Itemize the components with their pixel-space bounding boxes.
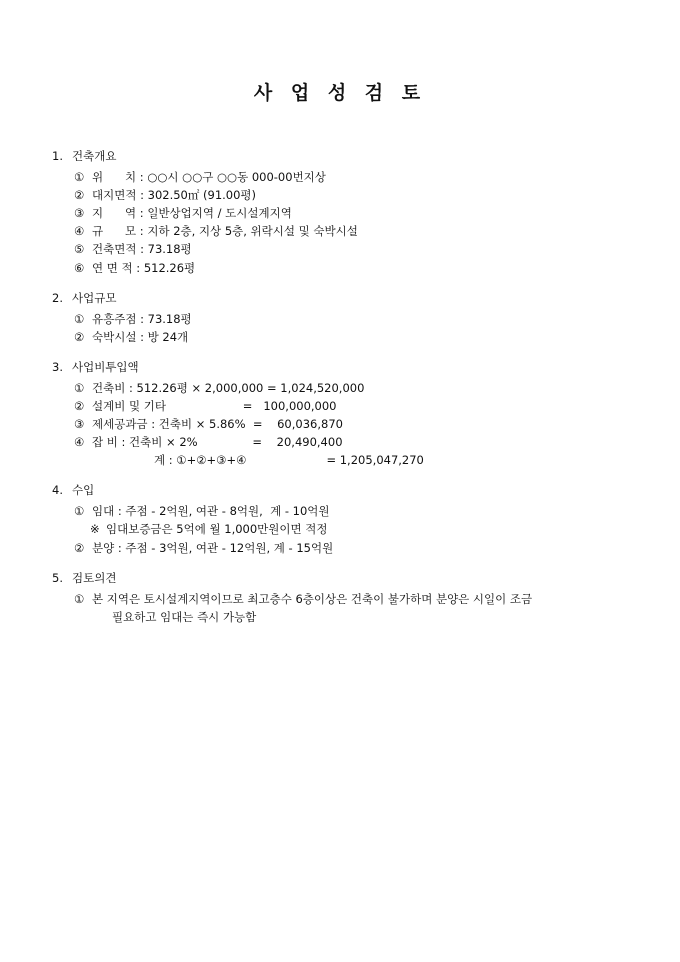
item-marker: ④ <box>74 435 85 450</box>
item-text: 위 치 : ○○시 ○○구 ○○동 000-00번지상 <box>92 169 326 184</box>
note-marker: ※ <box>90 522 100 537</box>
section-business-scale <box>52 290 642 346</box>
list-item <box>74 310 642 328</box>
list-item <box>74 415 642 433</box>
list-item <box>74 168 642 186</box>
total-row <box>74 451 642 469</box>
item-text: 지 역 : 일반상업지역 / 도시설계지역 <box>92 206 292 221</box>
list-item <box>74 397 642 415</box>
item-text: 제세공과금 : 건축비 × 5.86% = 60,036,870 <box>92 417 343 431</box>
item-marker: ③ <box>74 417 85 431</box>
document-body <box>52 148 642 640</box>
list-item <box>74 222 642 240</box>
item-text: 건축면적 : 73.18평 <box>92 242 192 257</box>
item-marker: ① <box>74 380 85 395</box>
total-value: = 1,205,047,270 <box>326 453 424 468</box>
section-revenue <box>52 482 642 556</box>
section-number: 4. <box>52 483 63 498</box>
section-number: 2. <box>52 290 63 305</box>
item-text: 설계비 및 기타 = 100,000,000 <box>92 398 337 413</box>
list-item <box>74 433 642 451</box>
section-title: 수입 <box>72 483 95 498</box>
item-marker: ⑥ <box>74 260 85 275</box>
section-title: 사업비투입액 <box>72 359 139 374</box>
list-item <box>74 328 642 346</box>
section-heading <box>52 290 642 308</box>
note-text: 임대보증금은 5억에 월 1,000만원이면 적정 <box>106 522 328 537</box>
item-text: 규 모 : 지하 2층, 지상 5층, 위락시설 및 숙박시설 <box>92 224 358 239</box>
list-item <box>74 204 642 222</box>
item-text: 유흥주점 : 73.18평 <box>92 311 192 326</box>
item-marker: ① <box>74 169 85 184</box>
section-heading <box>52 359 642 377</box>
item-marker: ③ <box>74 206 85 221</box>
item-text: 연 면 적 : 512.26평 <box>92 260 196 275</box>
item-marker: ② <box>74 398 85 413</box>
item-marker: ② <box>74 187 85 202</box>
list-item <box>74 590 642 609</box>
section-heading <box>52 148 642 166</box>
item-text-continuation: 필요하고 임대는 즉시 가능함 <box>112 610 257 625</box>
section-investment-cost <box>52 359 642 470</box>
item-text: 대지면적 : 302.50㎡ (91.00평) <box>92 187 257 202</box>
item-text: 숙박시설 : 방 24개 <box>92 329 189 344</box>
list-item <box>74 502 642 520</box>
item-marker: ④ <box>74 224 85 239</box>
section-number: 1. <box>52 149 63 163</box>
section-number: 3. <box>52 359 63 374</box>
total-spacer <box>74 451 154 469</box>
section-number: 5. <box>52 570 63 585</box>
section-title: 검토의견 <box>72 570 117 585</box>
item-marker: ① <box>74 311 85 326</box>
item-marker: ① <box>74 504 85 519</box>
total-spacer-2 <box>246 451 326 469</box>
item-text: 본 지역은 토시설계지역이므로 최고층수 6층이상은 건축이 불가하며 분양은 시일이 조금 <box>92 591 533 606</box>
section-review-opinion <box>52 570 642 627</box>
item-text: 임대 : 주점 - 2억원, 여관 - 8억원, 계 - 10억원 <box>92 504 330 519</box>
section-heading <box>52 482 642 500</box>
list-item <box>74 539 642 557</box>
item-marker: ② <box>74 540 85 555</box>
list-item-note <box>90 520 642 538</box>
list-item <box>74 379 642 397</box>
item-marker: ① <box>74 591 85 606</box>
total-label: 계 : ①+②+③+④ <box>154 453 247 468</box>
page-title: 사 업 성 검 토 <box>253 82 427 104</box>
section-title: 건축개요 <box>72 149 117 163</box>
list-item <box>74 259 642 277</box>
list-item <box>74 186 642 204</box>
section-heading <box>52 570 642 588</box>
list-item <box>74 240 642 258</box>
item-text: 건축비 : 512.26평 × 2,000,000 = 1,024,520,000 <box>92 380 365 395</box>
item-marker: ② <box>74 329 85 344</box>
item-marker: ⑤ <box>74 242 85 257</box>
item-text: 분양 : 주점 - 3억원, 여관 - 12억원, 계 - 15억원 <box>92 540 334 555</box>
section-title: 사업규모 <box>72 290 117 305</box>
section-building-overview <box>52 148 642 277</box>
item-text: 잡 비 : 건축비 × 2% = 20,490,400 <box>92 435 343 450</box>
